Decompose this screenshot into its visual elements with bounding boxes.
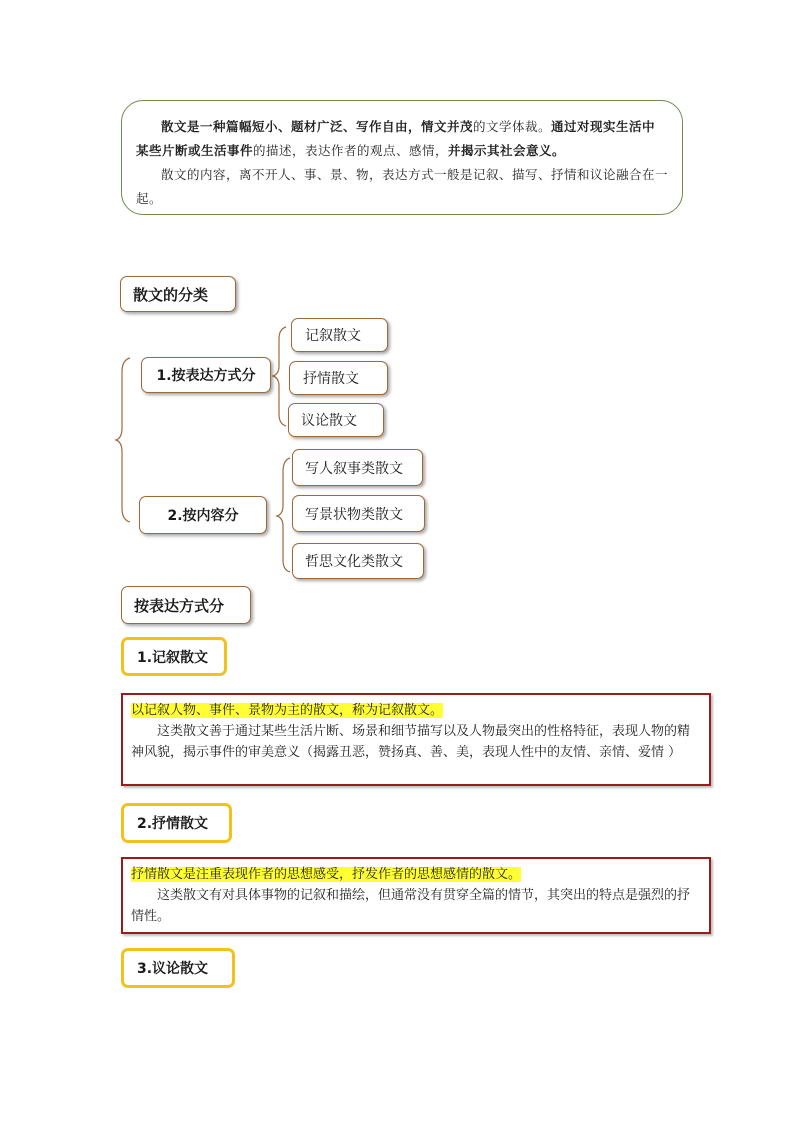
group2-label: 2.按内容分 bbox=[139, 496, 267, 534]
argument-heading: 3.议论散文 bbox=[121, 948, 235, 988]
group1-brace bbox=[273, 327, 286, 426]
lyric-highlight: 抒情散文是注重表现作者的思想感受，抒发作者的思想感情的散文。 bbox=[131, 867, 522, 882]
main-brace bbox=[116, 358, 130, 522]
narrative-body: 这类散文善于通过某些生活片断、场景和细节描写以及人物最突出的性格特征，表现人物的精神风貌，揭示事件的审美意义（揭露丑恶，赞扬真、善、美，表现人性中的友情、亲情、爱情 ） bbox=[131, 724, 691, 760]
narrative-heading: 1.记叙散文 bbox=[121, 637, 227, 676]
intro-paragraph-2: 散文的内容，离不开人、事、景、物，表达方式一般是记叙、描写、抒情和议论融合在一起。 bbox=[136, 167, 669, 206]
lyric-box bbox=[121, 857, 711, 934]
group2-item-1: 写人叙事类散文 bbox=[292, 449, 423, 486]
narrative-highlight: 以记叙人物、事件、景物为主的散文，称为记叙散文。 bbox=[131, 703, 444, 718]
lyric-body: 这类散文有对具体事物的记叙和描绘，但通常没有贯穿全篇的情节，其突出的特点是强烈的抒情性。 bbox=[131, 888, 691, 924]
group2-item-2: 写景状物类散文 bbox=[292, 495, 425, 532]
group2-item-3: 哲思文化类散文 bbox=[292, 543, 424, 579]
intro-paragraph-1: 散文是一种篇幅短小、题材广泛、写作自由，情文并茂的文学体裁。通过对现实生活中某些片断或生活事件的描述，表达作者的观点、感情，并揭示其社会意义。 bbox=[136, 119, 656, 158]
lyric-heading: 2.抒情散文 bbox=[121, 803, 232, 843]
section-title: 按表达方式分 bbox=[121, 586, 251, 624]
narrative-box bbox=[121, 693, 711, 786]
group2-brace bbox=[277, 458, 290, 572]
group1-item-2: 抒情散文 bbox=[289, 361, 388, 395]
classification-title: 散文的分类 bbox=[120, 276, 236, 312]
group1-label: 1.按表达方式分 bbox=[141, 357, 271, 393]
group1-item-1: 记叙散文 bbox=[291, 318, 388, 352]
group1-item-3: 议论散文 bbox=[288, 403, 384, 437]
